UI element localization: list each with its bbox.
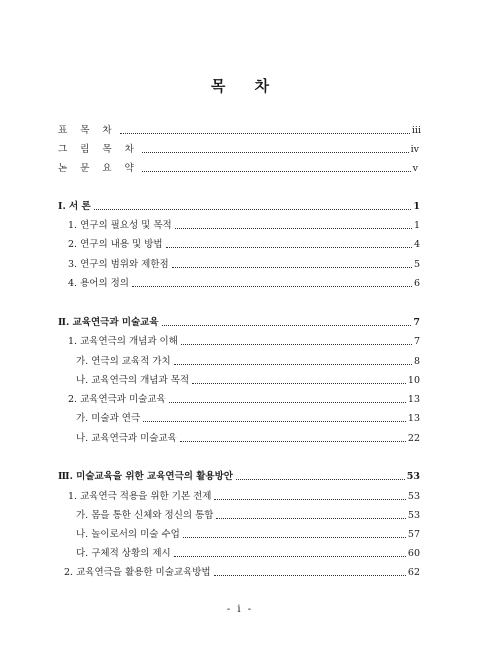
toc-leader-dots — [162, 325, 412, 326]
toc-entry-label: 1. 교육연극 적용을 위한 기본 전제 — [68, 491, 212, 502]
page-number: - i - — [226, 604, 254, 615]
toc-entry-label: 2. 교육연극과 미술교육 — [68, 394, 166, 405]
toc-entry-page: 57 — [407, 529, 420, 540]
toc-entry-label: 1. 교육연극의 개념과 이해 — [68, 336, 178, 347]
toc-chapter-label: Ⅲ. 미술교육을 위한 교육연극의 활용방안 — [58, 471, 233, 482]
toc-chapter-2[interactable] — [58, 313, 420, 329]
toc-entry[interactable] — [76, 352, 420, 368]
toc-entry-page: iii — [411, 125, 421, 136]
page-title: 목 차 — [210, 77, 282, 95]
toc-leader-dots — [181, 344, 412, 345]
toc-entry-page: 13 — [407, 394, 420, 405]
toc-leader-dots — [142, 171, 411, 172]
toc-leader-dots — [192, 383, 406, 384]
toc-entry[interactable] — [68, 390, 420, 406]
toc-entry-label: 표 목 차 — [58, 125, 117, 136]
toc-entry-label: 그 림 목 차 — [58, 144, 139, 155]
toc-entry-page: 5 — [413, 259, 420, 270]
toc-chapter-3[interactable] — [58, 467, 420, 483]
toc-leader-dots — [174, 556, 406, 557]
toc-entry[interactable] — [64, 563, 420, 579]
toc-entry[interactable] — [76, 525, 420, 541]
toc-entry[interactable] — [68, 235, 420, 251]
toc-entry-page: 6 — [413, 278, 420, 289]
toc-chapter-page: 1 — [413, 201, 420, 212]
toc-entry-page: 7 — [413, 336, 420, 347]
toc-entry-label: 2. 교육연극을 활용한 미술교육방법 — [64, 567, 211, 578]
toc-entry[interactable] — [76, 371, 420, 387]
toc-entry[interactable] — [76, 506, 420, 522]
toc-entry-page: 1 — [413, 220, 420, 231]
toc-entry-page: v — [412, 163, 418, 174]
toc-entry[interactable] — [76, 429, 420, 445]
toc-chapter-1[interactable] — [58, 197, 420, 213]
toc-entry-label: 논 문 요 약 — [58, 163, 139, 174]
toc-chapter-page: 53 — [406, 471, 420, 482]
toc-entry-page: 60 — [407, 548, 420, 559]
toc-entry-abstract[interactable] — [58, 159, 418, 175]
toc-entry[interactable] — [76, 544, 420, 560]
toc-entry[interactable] — [68, 216, 420, 232]
toc-entry-list-of-tables[interactable] — [58, 121, 421, 137]
toc-entry-label: 가. 연극의 교육적 가치 — [76, 356, 171, 367]
toc-entry[interactable] — [68, 255, 420, 271]
toc-entry-page: iv — [410, 144, 419, 155]
toc-leader-dots — [166, 247, 412, 248]
toc-entry-label: 3. 연구의 범위와 제한점 — [68, 259, 169, 270]
toc-leader-dots — [180, 441, 406, 442]
toc-entry-page: 4 — [413, 239, 420, 250]
toc-entry-page: 53 — [407, 510, 420, 521]
toc-leader-dots — [175, 228, 412, 229]
toc-leader-dots — [216, 518, 405, 519]
toc-entry-label: 가. 미술과 연극 — [76, 413, 141, 424]
toc-entry-label: 가. 몸을 통한 신체와 정신의 통합 — [76, 510, 214, 521]
toc-entry-list-of-figures[interactable] — [58, 140, 419, 156]
toc-entry-label: 다. 구체적 상황의 제시 — [76, 548, 171, 559]
toc-leader-dots — [183, 537, 406, 538]
toc-leader-dots — [132, 286, 412, 287]
toc-leader-dots — [94, 209, 412, 210]
toc-entry-label: 나. 교육연극의 개념과 목적 — [76, 375, 190, 386]
toc-entry[interactable] — [68, 332, 420, 348]
toc-entry-page: 62 — [407, 567, 420, 578]
toc-entry-label: 2. 연구의 내용 및 방법 — [68, 239, 163, 250]
toc-chapter-label: Ⅱ. 교육연극과 미술교육 — [58, 317, 159, 328]
toc-leader-dots — [142, 152, 409, 153]
toc-leader-dots — [169, 402, 406, 403]
toc-entry[interactable] — [68, 487, 420, 503]
toc-chapter-label: Ⅰ. 서 론 — [58, 201, 91, 212]
toc-leader-dots — [214, 575, 406, 576]
toc-leader-dots — [172, 267, 412, 268]
toc-leader-dots — [143, 421, 406, 422]
toc-entry-page: 8 — [413, 356, 420, 367]
toc-entry[interactable] — [76, 409, 420, 425]
toc-entry-page: 10 — [407, 375, 420, 386]
toc-leader-dots — [214, 499, 405, 500]
toc-entry-page: 53 — [407, 491, 420, 502]
toc-leader-dots — [236, 479, 405, 480]
toc-leader-dots — [120, 133, 410, 134]
toc-entry-label: 나. 놀이로서의 미술 수업 — [76, 529, 180, 540]
toc-entry-page: 13 — [407, 413, 420, 424]
toc-entry-label: 4. 용어의 정의 — [68, 278, 129, 289]
toc-chapter-page: 7 — [413, 317, 420, 328]
toc-entry-label: 1. 연구의 필요성 및 목적 — [68, 220, 172, 231]
toc-leader-dots — [174, 364, 412, 365]
toc-entry[interactable] — [68, 274, 420, 290]
toc-entry-label: 나. 교육연극과 미술교육 — [76, 433, 177, 444]
toc-entry-page: 22 — [407, 433, 420, 444]
